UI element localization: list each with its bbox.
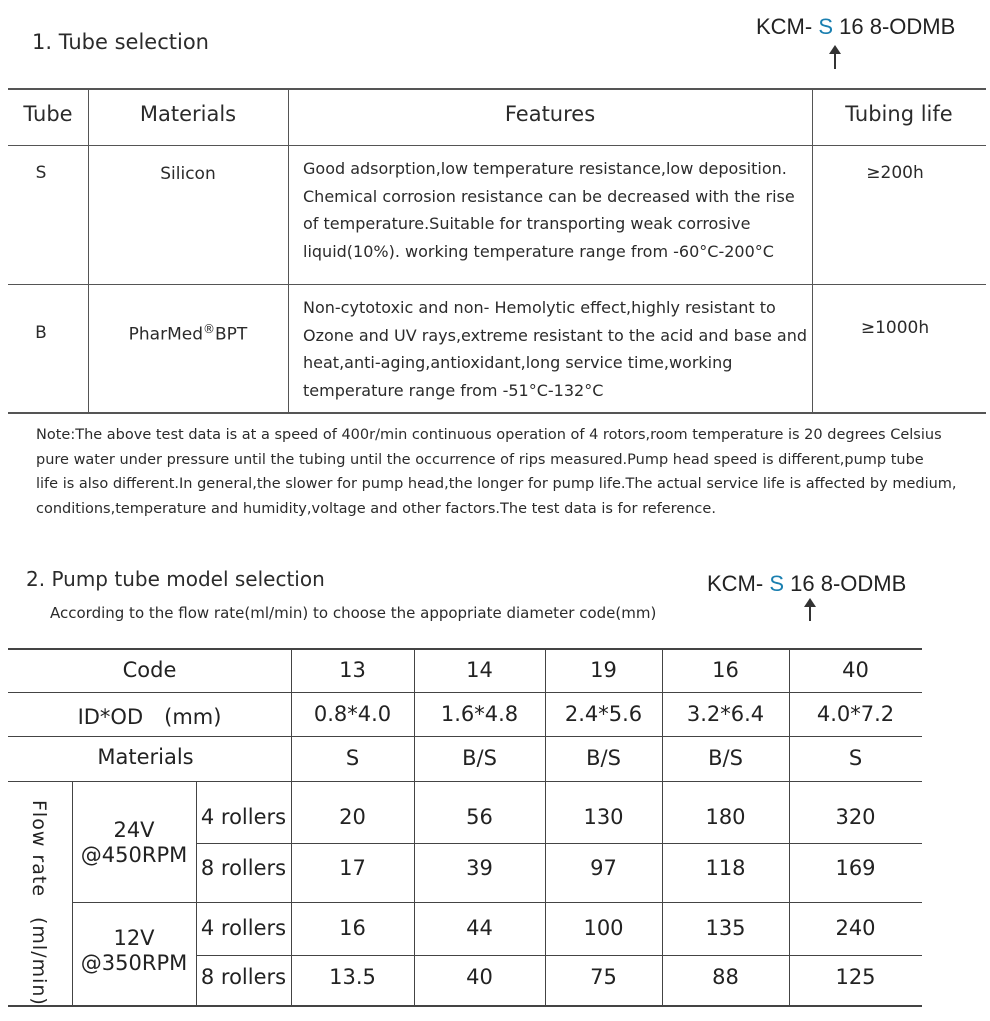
flow-cell: 130 (583, 805, 624, 829)
arrow-up-icon (809, 600, 811, 621)
section1-title: 1. Tube selection (32, 30, 209, 54)
row-s-tube: S (35, 163, 47, 183)
material-cell: S (345, 746, 360, 770)
model-code-prefix: KCM- (756, 14, 819, 39)
flow-cell: 125 (835, 965, 876, 989)
note-line: pure water under pressure until the tubing until the occurrence of rips measured.Pump head speed is different,pump tube (36, 451, 924, 468)
model-code-2 (707, 571, 906, 597)
label-code: Code (122, 658, 177, 682)
arrow-up-icon (834, 47, 836, 69)
section2-title: 2. Pump tube model selection (26, 567, 325, 591)
model-code-highlight: S (818, 14, 834, 39)
label-materials: Materials (97, 745, 194, 769)
flow-cell: 118 (705, 856, 746, 880)
material-cell: B/S (462, 746, 497, 770)
material-cell: B/S (708, 746, 743, 770)
material-cell: S (848, 746, 863, 770)
model-code-suffix: 16 8-ODMB (784, 571, 907, 596)
note-line: Note:The above test data is at a speed of 400r/min continuous operation of 4 rotors,room temperature is 20 degrees Celsius (36, 427, 942, 443)
code-cell: 14 (466, 658, 493, 682)
rollers-label: 8 rollers (200, 965, 287, 989)
group-24v (72, 818, 196, 868)
section2-subtitle: According to the flow rate(ml/min) to choose the appopriate diameter code(mm) (50, 604, 657, 622)
flow-cell: 97 (590, 856, 617, 880)
flow-cell: 169 (835, 856, 876, 880)
flow-cell: 20 (339, 805, 366, 829)
header-tube: Tube (23, 102, 73, 126)
flow-cell: 135 (705, 916, 746, 940)
row-s-features (303, 155, 808, 265)
flow-cell: 240 (835, 916, 876, 940)
test-data-note (36, 423, 976, 521)
header-materials: Materials (139, 102, 237, 126)
model-code-1 (756, 14, 955, 40)
flow-cell: 180 (705, 805, 746, 829)
rpm: @350RPM (80, 951, 188, 975)
flow-cell: 88 (712, 965, 739, 989)
idod-cell: 4.0*7.2 (816, 702, 895, 726)
rollers-label: 4 rollers (200, 916, 287, 940)
model-code-prefix: KCM- (707, 571, 770, 596)
note-line: conditions,temperature and humidity,voltage and other factors.The test data is for reference. (36, 500, 716, 517)
note-line: life is also different.In general,the slower for pump head,the longer for pump life.The actual service life is affected by medium, (36, 476, 957, 492)
idod-cell: 1.6*4.8 (440, 702, 519, 726)
code-cell: 40 (842, 658, 869, 682)
flow-cell: 17 (339, 856, 366, 880)
label-flow-rate: Flow rate (ml/min) (28, 800, 50, 1006)
flow-cell: 75 (590, 965, 617, 989)
group-12v (72, 926, 196, 976)
row-b-material (88, 322, 288, 345)
registered-mark: ® (203, 322, 216, 336)
idod-cell: 0.8*4.0 (313, 702, 392, 726)
idod-cell: 2.4*5.6 (564, 702, 643, 726)
code-cell: 19 (590, 658, 617, 682)
feature-line: liquid(10%). working temperature range from -60°C-200°C (303, 241, 774, 261)
row-s-material: Silicon (160, 164, 216, 184)
flow-cell: 40 (466, 965, 493, 989)
material-cell: B/S (586, 746, 621, 770)
flow-cell: 39 (466, 856, 493, 880)
flow-cell: 13.5 (329, 965, 376, 989)
rollers-label: 4 rollers (200, 805, 287, 829)
model-code-suffix: 16 8-ODMB (833, 14, 956, 39)
header-tubing-life: Tubing life (845, 102, 953, 126)
feature-line: temperature range from -51°C-132°C (303, 380, 604, 400)
label-idod: ID*OD (mm) (77, 705, 222, 729)
code-cell: 16 (712, 658, 739, 682)
header-features: Features (504, 102, 596, 126)
feature-line: Good adsorption,low temperature resistance,low deposition. (303, 159, 787, 178)
flow-cell: 100 (583, 916, 624, 940)
flow-cell: 44 (466, 916, 493, 940)
flow-cell: 56 (466, 805, 493, 829)
feature-line: Non-cytotoxic and non- Hemolytic effect,highly resistant to (303, 298, 776, 317)
row-b-tube: B (35, 323, 47, 343)
voltage: 12V (113, 926, 155, 950)
flow-cell: 320 (835, 805, 876, 829)
feature-line: of temperature.Suitable for transporting weak corrosive (303, 214, 751, 233)
row-s-life: ≥200h (866, 163, 924, 183)
rpm: @450RPM (80, 843, 188, 867)
row-b-life: ≥1000h (860, 318, 930, 338)
rollers-label: 8 rollers (200, 856, 287, 880)
flow-cell: 16 (339, 916, 366, 940)
material-name: PharMed (128, 324, 204, 345)
voltage: 24V (113, 818, 155, 842)
model-code-highlight: S (769, 571, 785, 596)
feature-line: Ozone and UV rays,extreme resistant to the acid and base and (303, 325, 808, 345)
feature-line: heat,anti-aging,antioxidant,long service time,working (303, 353, 733, 372)
row-b-features (303, 294, 808, 404)
material-suffix: BPT (215, 324, 248, 345)
code-cell: 13 (339, 658, 366, 682)
feature-line: Chemical corrosion resistance can be decreased with the rise (303, 186, 795, 206)
idod-cell: 3.2*6.4 (686, 702, 765, 726)
